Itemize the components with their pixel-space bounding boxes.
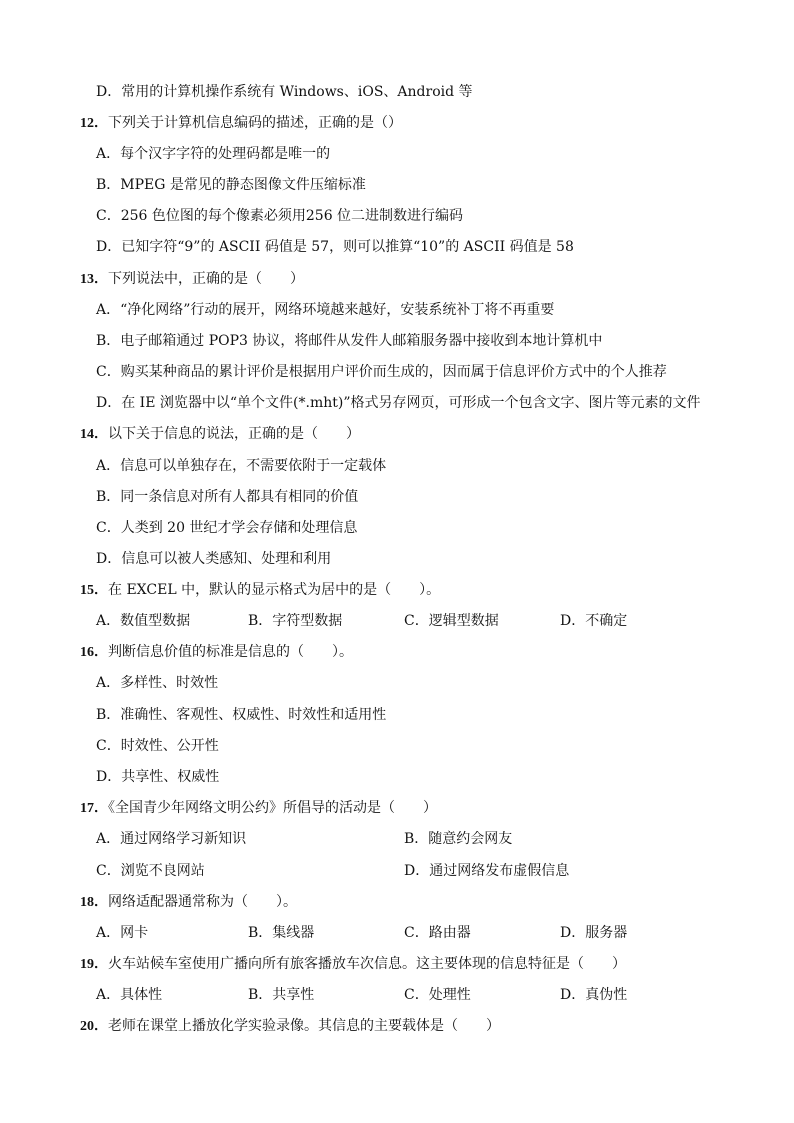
question-number: 19． (80, 957, 108, 972)
q13-option-a: A．“净化网络”行动的展开，网络环境越来越好，安装系统补丁将不再重要 (96, 302, 555, 318)
question-text: 《全国青少年网络文明公约》所倡导的活动是（ ） (108, 800, 437, 816)
question-19 (80, 953, 794, 975)
q16-option-c: C．时效性、公开性 (96, 738, 219, 754)
q13-option-d: D．在 IE 浏览器中以“单个文件(*.mht)”格式另存网页，可形成一个包含文字、图片等元素的文件 (96, 395, 701, 411)
question-13 (80, 268, 794, 290)
q12-option-c: C．256 色位图的每个像素必须用256 位二进制数进行编码 (96, 208, 464, 224)
q18-option-b: B．集线器 (248, 925, 315, 941)
question-number: 14． (80, 427, 108, 442)
q16-option-a: A．多样性、时效性 (96, 675, 219, 691)
q14-option-d: D．信息可以被人类感知、处理和利用 (96, 551, 332, 567)
q18-option-a: A．网卡 (96, 925, 149, 941)
q14-option-a: A．信息可以单独存在，不需要依附于一定载体 (96, 458, 387, 474)
q18-options-row (0, 922, 794, 944)
question-text: 下列说法中，正确的是（ ） (108, 271, 304, 287)
question-number: 15． (80, 583, 108, 598)
q18-option-d: D．服务器 (560, 925, 628, 941)
question-12 (80, 112, 794, 134)
q15-option-b: B．字符型数据 (248, 613, 343, 629)
q17-option-d: D．通过网络发布虚假信息 (404, 863, 570, 879)
question-text: 火车站候车室使用广播向所有旅客播放车次信息。这主要体现的信息特征是（ ） (108, 956, 626, 972)
question-20 (80, 1015, 794, 1037)
question-number: 18． (80, 895, 108, 910)
q15-option-c: C．逻辑型数据 (404, 613, 499, 629)
q16-option-d: D．共享性、权威性 (96, 769, 220, 785)
question-16 (80, 641, 794, 663)
q13-option-c: C．购买某种商品的累计评价是根据用户评价而生成的，因而属于信息评价方式中的个人推荐 (96, 364, 667, 380)
q13-option-b: B．电子邮箱通过 POP3 协议，将邮件从发件人邮箱服务器中接收到本地计算机中 (96, 333, 603, 349)
q12-option-a: A．每个汉字字符的处理码都是唯一的 (96, 146, 331, 162)
q17-option-c: C．浏览不良网站 (96, 863, 205, 879)
q15-option-a: A．数值型数据 (96, 613, 191, 629)
q14-option-c: C．人类到 20 世纪才学会存储和处理信息 (96, 520, 358, 536)
question-17 (80, 797, 794, 819)
question-number: 17． (80, 801, 108, 816)
q17-options-row-2 (0, 860, 794, 882)
q19-option-b: B．共享性 (248, 987, 315, 1003)
q17-option-a: A．通过网络学习新知识 (96, 831, 247, 847)
question-14 (80, 423, 794, 445)
question-text: 网络适配器通常称为（ ）。 (108, 894, 297, 910)
question-15 (80, 579, 794, 601)
q15-option-d: D．不确定 (560, 613, 628, 629)
question-text: 老师在课堂上播放化学实验录像。其信息的主要载体是（ ） (108, 1018, 500, 1034)
q12-option-d: D．已知字符“9”的 ASCII 码值是 57，则可以推算“10”的 ASCII 码值是 58 (96, 239, 574, 255)
question-number: 13． (80, 272, 108, 287)
q12-option-b: B．MPEG 是常见的静态图像文件压缩标准 (96, 177, 366, 193)
question-text: 以下关于信息的说法，正确的是（ ） (108, 426, 360, 442)
q11-option-d: D．常用的计算机操作系统有 Windows、iOS、Android 等 (96, 84, 473, 100)
q19-options-row (0, 984, 794, 1006)
q19-option-a: A．具体性 (96, 987, 163, 1003)
question-number: 20． (80, 1019, 108, 1034)
question-text: 判断信息价值的标准是信息的（ ）。 (108, 644, 353, 660)
q17-options-row-1 (0, 828, 794, 850)
question-number: 16． (80, 645, 108, 660)
question-number: 12． (80, 116, 108, 131)
question-text: 下列关于计算机信息编码的描述，正确的是（） (108, 115, 402, 131)
q18-option-c: C．路由器 (404, 925, 471, 941)
q14-option-b: B．同一条信息对所有人都具有相同的价值 (96, 489, 359, 505)
q16-option-b: B．准确性、客观性、权威性、时效性和适用性 (96, 707, 387, 723)
q19-option-d: D．真伪性 (560, 987, 628, 1003)
question-18 (80, 891, 794, 913)
question-text: 在 EXCEL 中，默认的显示格式为居中的是（ ）。 (108, 582, 441, 598)
q15-options-row (0, 610, 794, 632)
q17-option-b: B．随意约会网友 (404, 831, 513, 847)
q19-option-c: C．处理性 (404, 987, 471, 1003)
